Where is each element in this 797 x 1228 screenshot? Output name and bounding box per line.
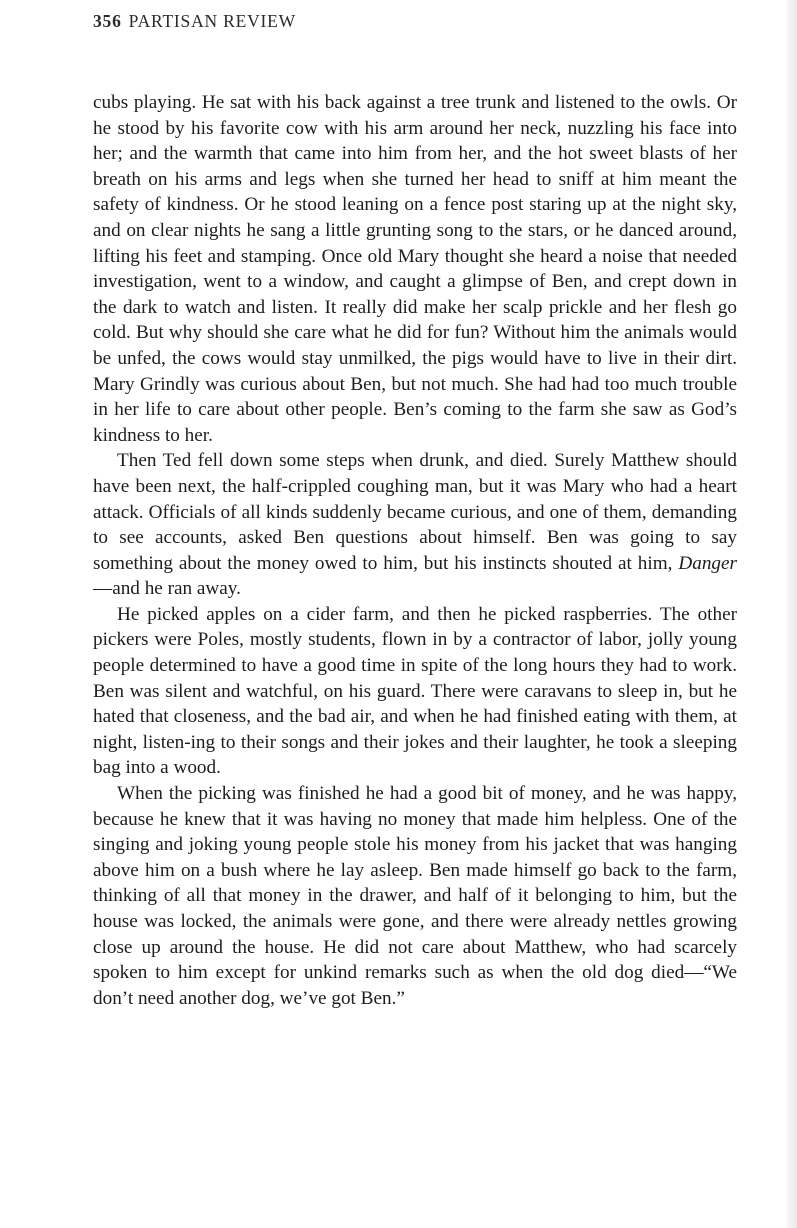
emphasized-word: Danger: [678, 552, 737, 574]
journal-title: PARTISAN REVIEW: [128, 11, 296, 31]
paragraph-text: —and he ran away.: [93, 578, 241, 600]
body-text: [93, 90, 737, 1011]
page-number: 356: [93, 11, 122, 31]
paragraph: He picked apples on a cider farm, and then he picked raspberries. The other pickers were Poles, mostly students, flown in by a contractor of labor, jolly young people determined to have a good time in spite of the long hours they had to work. Ben was silent and watchful, on his guard. There were caravans to sleep in, but he hated that closeness, and the bad air, and when he had finished eating with them, at night, listen-ing to their songs and their jokes and their laughter, he took a sleeping bag into a wood.: [93, 603, 737, 779]
paragraph: When the picking was finished he had a good bit of money, and he was happy, because he knew that it was having no money that made him helpless. One of the singing and joking young people stole his money from his jacket that was hanging above him on a bush where he lay asleep. Ben made himself go back to the farm, thinking of all that money in the drawer, and half of it belonging to him, but the house was locked, the animals were gone, and there were already nettles growing close up around the house. He did not care about Matthew, who had scarcely spoken to him except for unkind remarks such as when the old dog died—“We don’t need another dog, we’ve got Ben.”: [93, 783, 737, 1009]
paragraph-text: Then Ted fell down some steps when drunk, and died. Surely Matthew should have been next, the half-crippled coughing man, but it was Mary who had a heart attack. Officials of all kinds suddenly became curious, and one of them, demanding to see accounts, asked Ben questions about himself. Ben was going to say something about the money owed to him, but his instincts shouted at him,: [93, 450, 737, 574]
page-edge-shadow: [787, 0, 797, 1228]
paragraph: cubs playing. He sat with his back against a tree trunk and listened to the owls. Or he stood by his favorite cow with his arm around her neck, nuzzling his face into her; and the warmth that came into him from her, and the hot sweet blasts of her breath on his arms and legs when she turned her head to sniff at him meant the safety of kindness. Or he stood leaning on a fence post staring up at the night sky, and on clear nights he sang a little grunting song to the stars, or he danced around, lifting his feet and stamping. Once old Mary thought she heard a noise that needed investigation, went to a window, and caught a glimpse of Ben, and crept down in the dark to watch and listen. It really did make her scalp prickle and her flesh go cold. But why should she care what he did for fun? Without him the animals would be unfed, the cows would stay unmilked, the pigs would have to live in their dirt. Mary Grindly was curious about Ben, but not much. She had had too much trouble in her life to care about other people. Ben’s coming to the farm she saw as God’s kindness to her.: [93, 92, 737, 446]
running-head: [93, 11, 296, 32]
paragraph: [93, 448, 737, 602]
